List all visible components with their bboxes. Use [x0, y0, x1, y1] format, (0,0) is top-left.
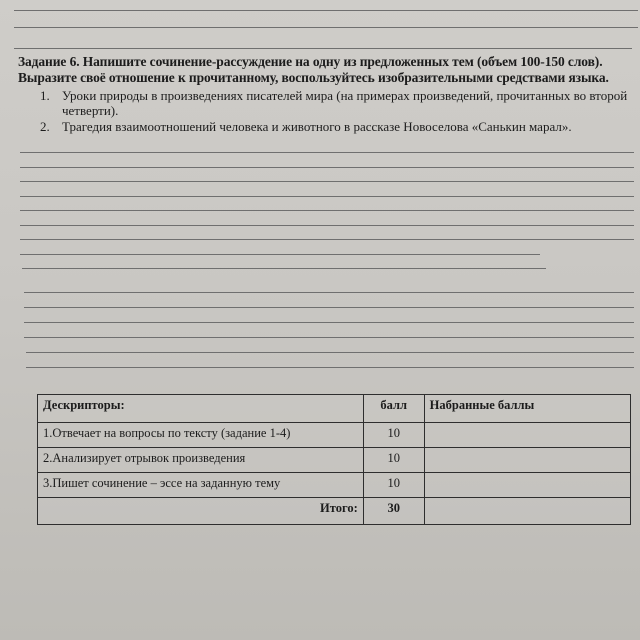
total-earned-cell — [424, 498, 630, 525]
header-score: балл — [363, 395, 424, 423]
answer-line — [20, 239, 634, 240]
total-label: Итого: — [38, 498, 364, 525]
total-value: 30 — [363, 498, 424, 525]
header-earned: Набранные баллы — [424, 395, 630, 423]
answer-line — [20, 254, 540, 255]
answer-line — [24, 307, 634, 308]
topic-item — [40, 119, 630, 134]
score-cell: 10 — [363, 473, 424, 498]
score-cell: 10 — [363, 448, 424, 473]
task-title: Задание 6. Напишите сочинение-рассуждение на одну из предложенных тем (объем 100-150 слов). Выразите своё отношение к прочитанному, воспользуйтесь изобразительными средствами языка. — [18, 54, 609, 85]
descriptor-cell: 1.Отвечает на вопросы по тексту (задание 1-4) — [38, 423, 364, 448]
answer-line — [24, 337, 634, 338]
answer-line — [20, 167, 634, 168]
answer-line — [26, 367, 634, 368]
writing-line — [14, 10, 638, 11]
topic-text: Уроки природы в произведениях писателей мира (на примерах произведений, прочитанных во второй четверти). — [62, 88, 628, 118]
answer-line — [24, 292, 634, 293]
table-row — [38, 448, 631, 473]
earned-cell — [424, 423, 630, 448]
answer-line — [20, 181, 634, 182]
writing-line — [14, 48, 632, 49]
descriptor-cell: 2.Анализирует отрывок произведения — [38, 448, 364, 473]
total-row — [38, 498, 631, 525]
table-row — [38, 423, 631, 448]
table-row — [38, 473, 631, 498]
table-header-row — [38, 395, 631, 423]
score-cell: 10 — [363, 423, 424, 448]
writing-line — [14, 27, 638, 28]
earned-cell — [424, 473, 630, 498]
answer-line — [22, 268, 546, 269]
descriptor-table — [37, 394, 631, 525]
descriptor-cell: 3.Пишет сочинение – эссе на заданную тему — [38, 473, 364, 498]
answer-line — [26, 352, 634, 353]
topic-number: 2. — [40, 119, 50, 134]
topic-list — [40, 88, 630, 135]
answer-line — [20, 210, 634, 211]
earned-cell — [424, 448, 630, 473]
topic-number: 1. — [40, 88, 50, 103]
answer-line — [20, 196, 634, 197]
topic-item — [40, 88, 630, 118]
answer-line — [20, 152, 634, 153]
answer-line — [24, 322, 634, 323]
topic-text: Трагедия взаимоотношений человека и животного в рассказе Новоселова «Санькин марал». — [62, 119, 572, 134]
answer-line — [20, 225, 634, 226]
header-descriptors: Дескрипторы: — [38, 395, 364, 423]
